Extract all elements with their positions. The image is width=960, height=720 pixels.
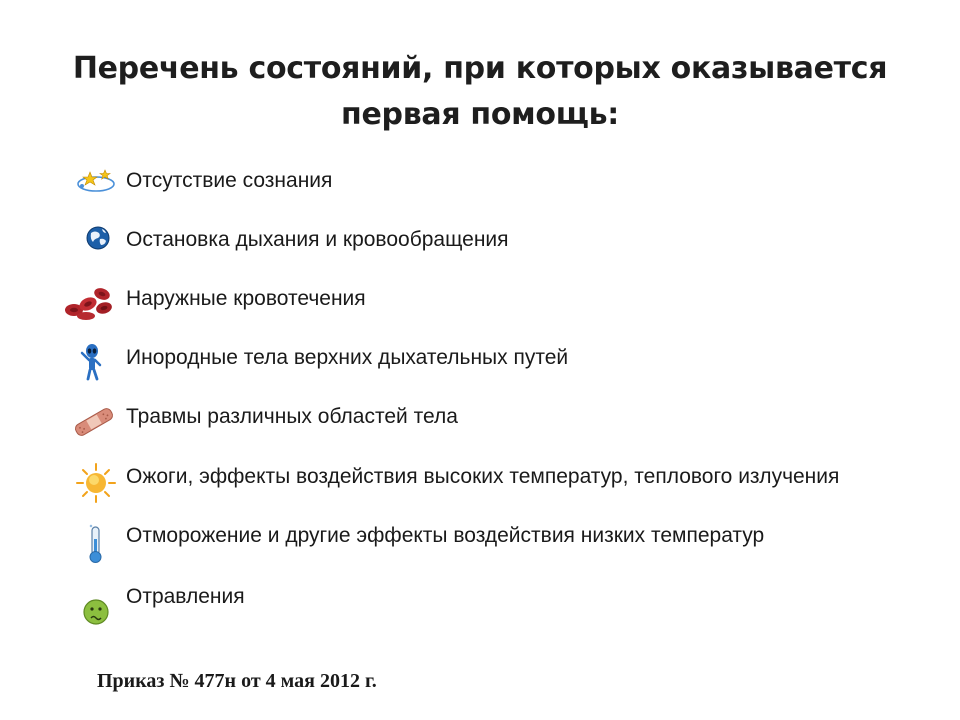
item-label: Отморожение и другие эффекты воздействия низких температур [126,524,765,547]
list-item [60,225,940,269]
alien-figure-icon [60,343,116,387]
item-label: Ожоги, эффекты воздействия высоких температур, теплового излучения [126,465,840,488]
item-label: Наружные кровотечения [126,287,366,310]
list-item [60,582,940,626]
blood-cells-icon [60,284,116,328]
sun-icon [60,462,116,506]
list-item [60,343,940,387]
sick-face-icon [60,582,116,626]
list-item [60,402,940,446]
bandage-icon [60,402,116,446]
thermometer-icon [60,521,116,565]
list-item [60,284,940,328]
page-title-line-2: первая помощь: [341,97,619,132]
item-label: Отсутствие сознания [126,169,333,192]
stars-orbit-icon [60,166,116,210]
item-label: Травмы различных областей тела [126,405,458,428]
list-item [60,521,940,565]
item-label: Отравления [126,585,245,608]
globe-icon [60,225,116,269]
page-title-line-1: Перечень состояний, при которых оказывается [72,51,888,86]
list-item [60,166,940,210]
item-label: Остановка дыхания и кровообращения [126,228,509,251]
item-label: Инородные тела верхних дыхательных путей [126,346,569,369]
list-item [60,462,940,506]
order-reference: Приказ № 477н от 4 мая 2012 г. [97,670,377,692]
